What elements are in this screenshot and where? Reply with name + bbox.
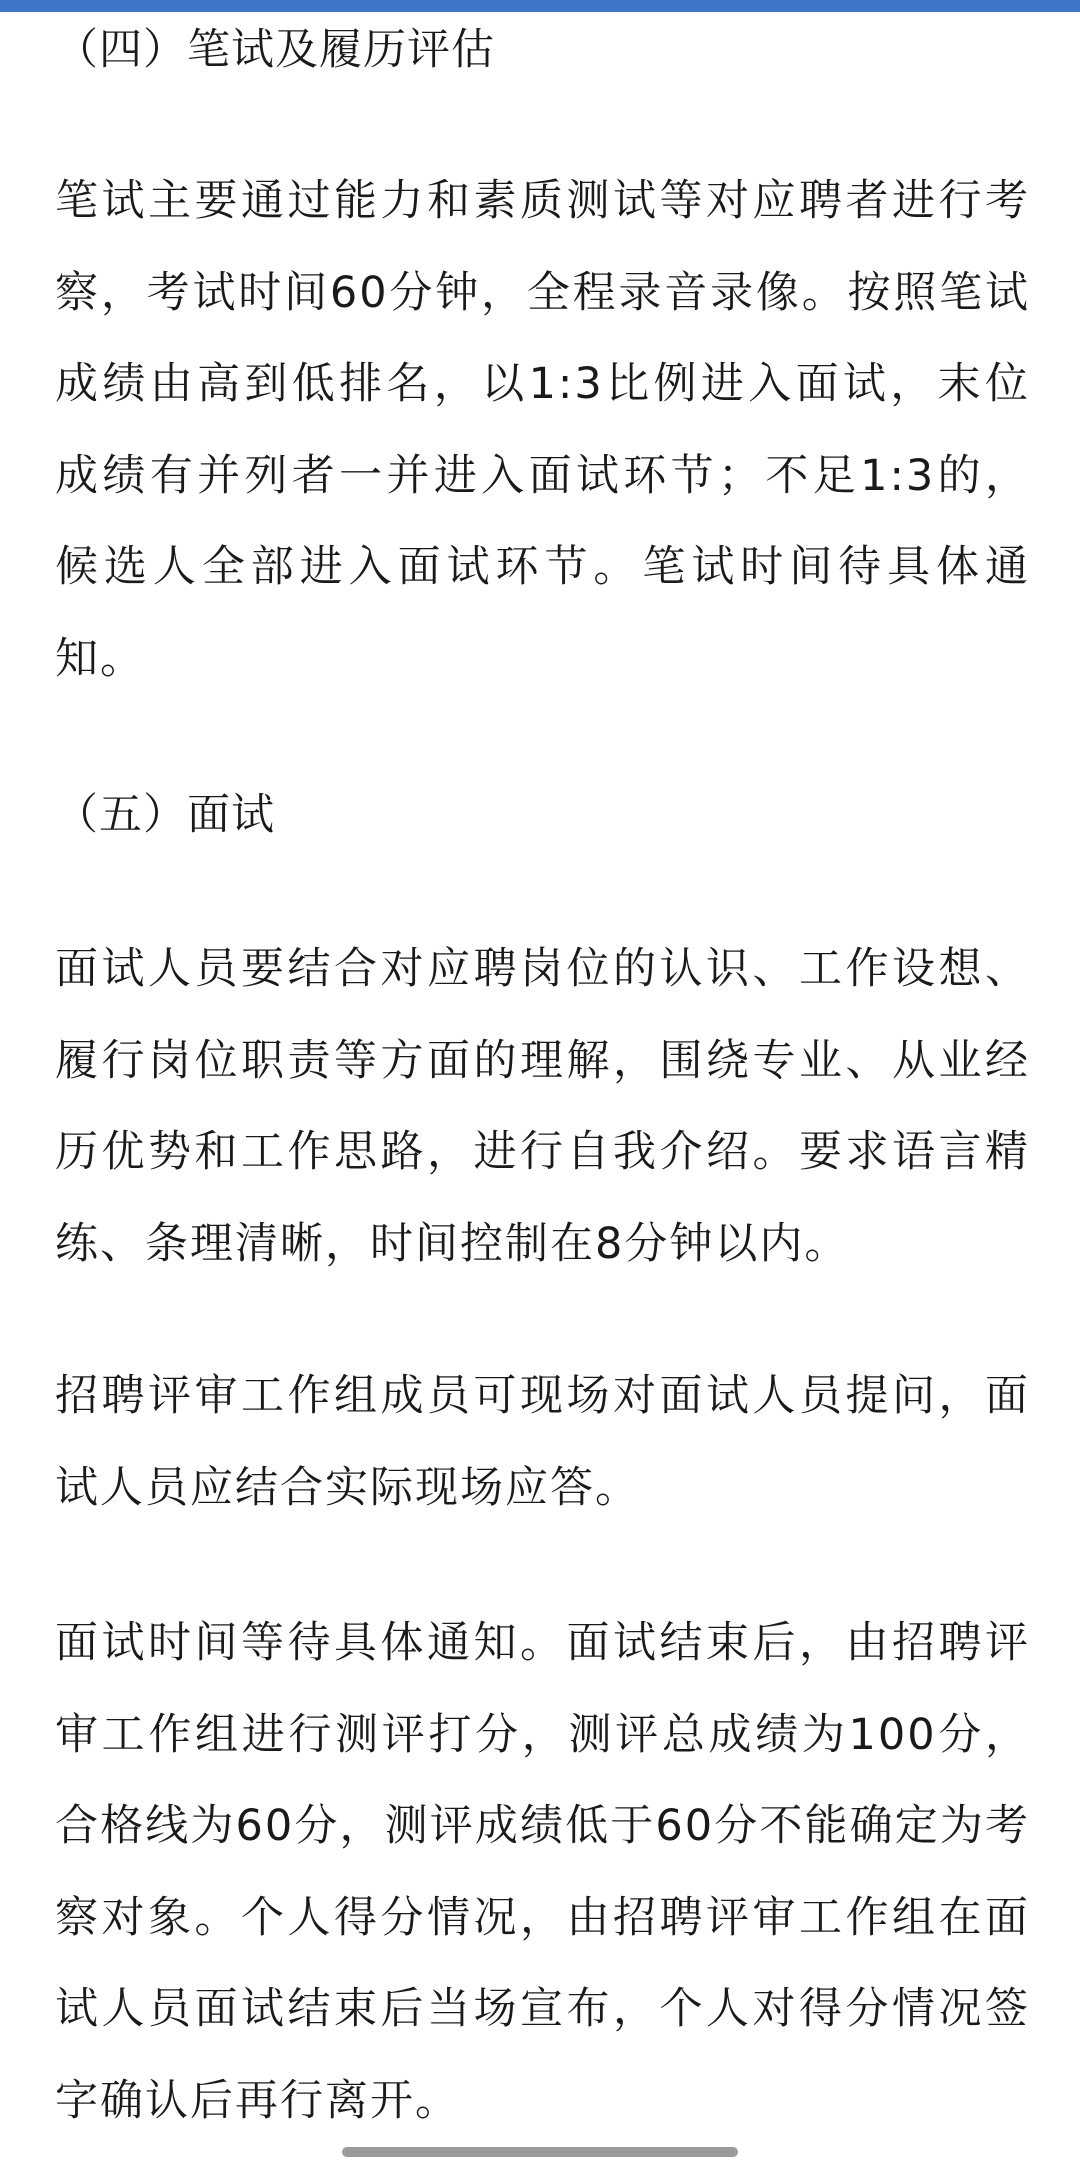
paragraph-interview-questions: 招聘评审工作组成员可现场对面试人员提问，面试人员应结合实际现场应答。 — [55, 1371, 1030, 1513]
paragraph-written-test: 笔试主要通过能力和素质测试等对应聘者进行考察，考试时间60分钟，全程录音录像。按照笔试成绩由高到低排名，以1:3比例进入面试，末位成绩有并列者一并进入面试环节；不足1:3的，候选人全部进入面试环节。笔试时间待具体通知。 — [55, 176, 1030, 684]
top-accent-bar — [0, 0, 1080, 12]
paragraph-interview-scoring: 面试时间等待具体通知。面试结束后，由招聘评审工作组进行测评打分，测评总成绩为100分，合格线为60分，测评成绩低于60分不能确定为考察对象。个人得分情况，由招聘评审工作组在面试人员面试结束后当场宣布，个人对得分情况签字确认后再行离开。 — [55, 1618, 1030, 2126]
section-heading-written-test: （四）笔试及履历评估 — [55, 25, 495, 75]
paragraph-interview-intro: 面试人员要结合对应聘岗位的认识、工作设想、履行岗位职责等方面的理解，围绕专业、从业经历优势和工作思路，进行自我介绍。要求语言精练、条理清晰，时间控制在8分钟以内。 — [55, 944, 1030, 1269]
home-indicator[interactable] — [342, 2147, 738, 2157]
section-heading-interview: （五）面试 — [55, 790, 275, 840]
